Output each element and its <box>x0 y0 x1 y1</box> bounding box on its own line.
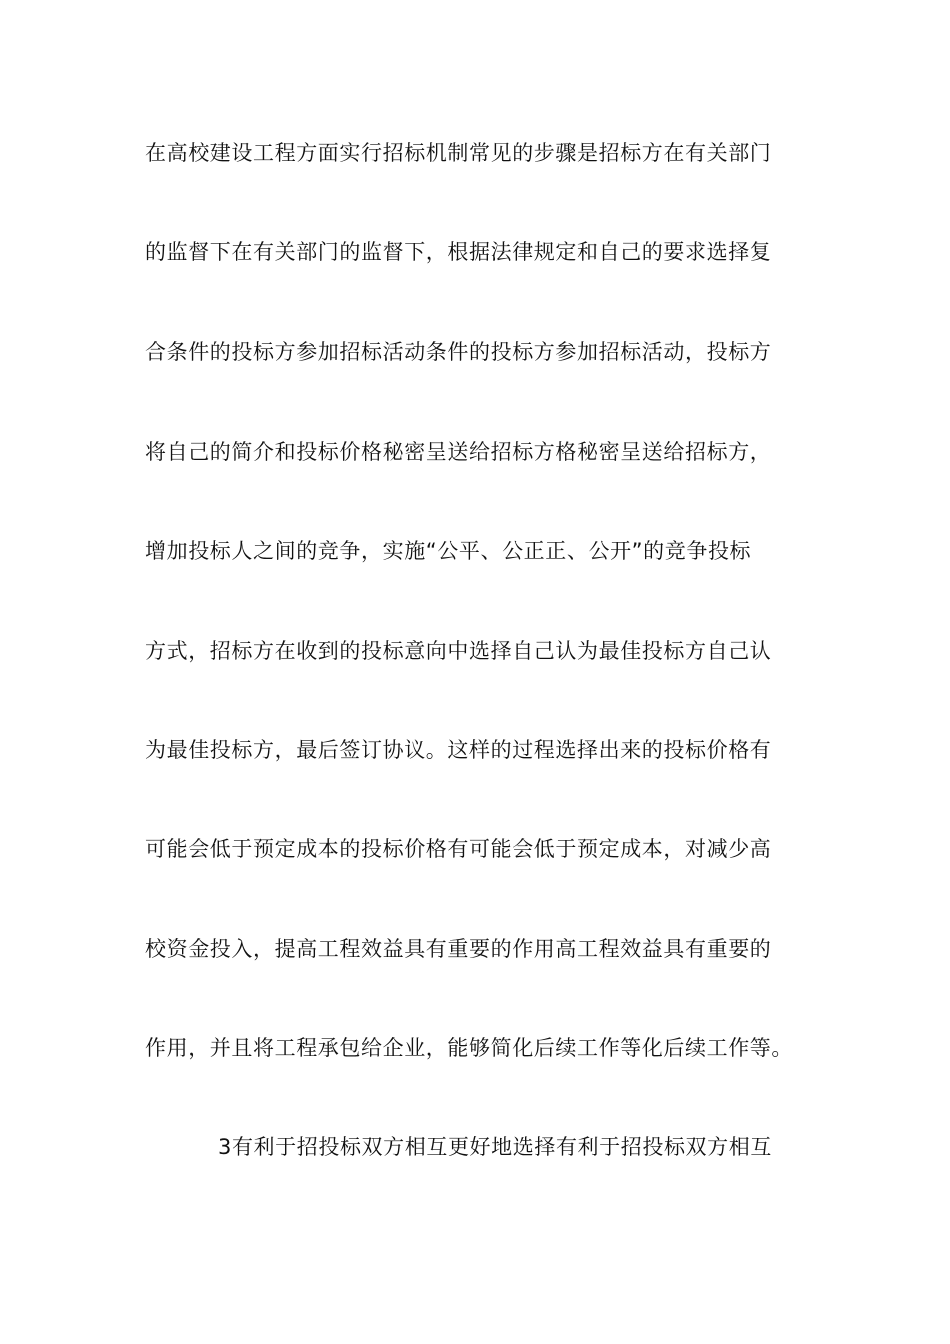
paragraph-line-3: 合条件的投标方参加招标活动条件的投标方参加招标活动，投标方 <box>145 340 772 364</box>
paragraph-line-5: 增加投标人之间的竞争，实施“公平、公正正、公开”的竞争投标 <box>145 539 752 563</box>
section-heading-line: 3有利于招投标双方相互更好地选择有利于招投标双方相互 <box>218 1135 772 1159</box>
paragraph-line-8: 可能会低于预定成本的投标价格有可能会低于预定成本，对减少高 <box>145 837 772 861</box>
paragraph-line-2: 的监督下在有关部门的监督下，根据法律规定和自己的要求选择复 <box>145 240 772 264</box>
paragraph-line-1: 在高校建设工程方面实行招标机制常见的步骤是招标方在有关部门 <box>145 141 772 165</box>
paragraph-line-4: 将自己的简介和投标价格秘密呈送给招标方格秘密呈送给招标方， <box>145 440 772 464</box>
paragraph-line-9: 校资金投入，提高工程效益具有重要的作用高工程效益具有重要的 <box>145 937 772 961</box>
paragraph-line-10: 作用，并且将工程承包给企业，能够简化后续工作等化后续工作等。 <box>145 1036 793 1060</box>
paragraph-line-6: 方式，招标方在收到的投标意向中选择自己认为最佳投标方自己认 <box>145 639 772 663</box>
paragraph-line-7: 为最佳投标方，最后签订协议。这样的过程选择出来的投标价格有 <box>145 738 772 762</box>
